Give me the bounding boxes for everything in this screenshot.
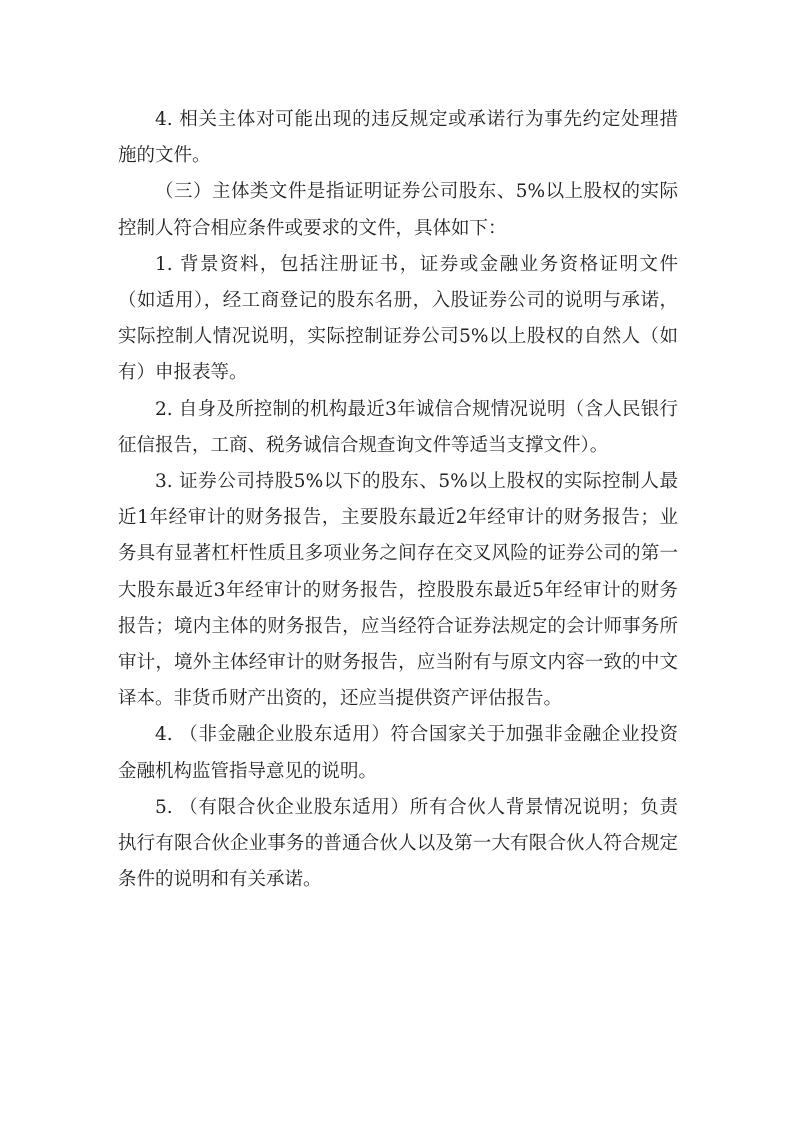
paragraph-item-4-non-financial: 4. （非金融企业股东适用）符合国家关于加强非金融企业投资金融机构监管指导意见的说明。 (118, 724, 678, 782)
paragraph-item-5-limited-partnership: 5. （有限合伙企业股东适用）所有合伙人背景情况说明；负责执行有限合伙企业事务的普通合伙人以及第一大有限合伙人符合规定条件的说明和有关承诺。 (118, 796, 678, 891)
paragraph-item-4-handling-measures: 4. 相关主体对可能出现的违反规定或承诺行为事先约定处理措施的文件。 (118, 109, 678, 167)
paragraph-item-1-background: 1. 背景资料，包括注册证书，证券或金融业务资格证明文件（如适用），经工商登记的股东名册，入股证券公司的说明与承诺，实际控制人情况说明，实际控制证券公司5%以上股权的自然人（如有）申报表等。 (118, 253, 678, 384)
paragraph-item-3-financial-reports: 3. 证券公司持股5%以下的股东、5%以上股权的实际控制人最近1年经审计的财务报告，主要股东最近2年经审计的财务报告；业务具有显著杠杆性质且多项业务之间存在交叉风险的证券公司的第一大股东最近3年经审计的财务报告，控股股东最近5年经审计的财务报告；境内主体的财务报告，应当经符合证券法规定的会计师事务所审计，境外主体经审计的财务报告，应当附有与原文内容一致的中文译本。非货币财产出资的，还应当提供资产评估报告。 (118, 471, 678, 710)
paragraph-item-2-integrity: 2. 自身及所控制的机构最近3年诚信合规情况说明（含人民银行征信报告，工商、税务诚信合规查询文件等适当支撑文件）。 (118, 398, 678, 456)
document-body (118, 102, 678, 898)
paragraph-section-3-subject-documents: （三）主体类文件是指证明证券公司股东、5%以上股权的实际控制人符合相应条件或要求的文件，具体如下： (118, 181, 678, 239)
